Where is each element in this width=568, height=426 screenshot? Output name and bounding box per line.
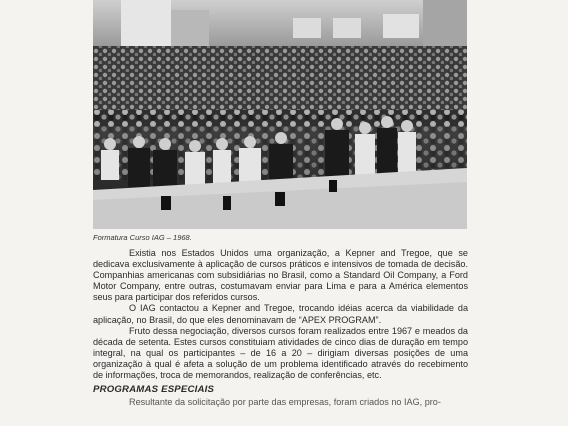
article-body <box>93 248 468 408</box>
section-heading: PROGRAMAS ESPECIAIS <box>93 384 215 396</box>
ceremony-photo <box>93 0 467 229</box>
paragraph-cut-off: Resultante da solicitação por parte das empresas, foram criados no IAG, pro- <box>129 397 441 408</box>
paragraph: Existia nos Estados Unidos uma organização, a Kepner and Tregoe, que se dedicava exclusivamente à aplicação de cursos práticos e intensivos de tomada de decisão. Companhias americanas com subsidiárias no Brasil, como a Standard Oil Company, a Ford Motor Company, entre outras, costumavam enviar para Lima e para a América elementos seus para participar dos referidos cursos. <box>93 248 468 303</box>
photo-caption: Formatura Curso IAG – 1968. <box>93 233 192 242</box>
paragraph: O IAG contactou a Kepner and Tregoe, trocando idéias acerca da viabilidade da aplicação, no Brasil, do que eles denominavam de “APEX PROGRAM”. <box>93 303 468 325</box>
paragraph: Fruto dessa negociação, diversos cursos foram realizados entre 1967 e meados da década de setenta. Estes cursos constituiam atividades de cinco dias de duração em tempo integral, na qual os participantes – de 16 a 20 – dirigiam diversas posições de uma organização à qual é afeta a solução de um problema identificado através do recebimento de informações, troca de memorandos, realização de conferências, etc. <box>93 325 468 381</box>
ceremony-photo-image <box>93 0 467 229</box>
